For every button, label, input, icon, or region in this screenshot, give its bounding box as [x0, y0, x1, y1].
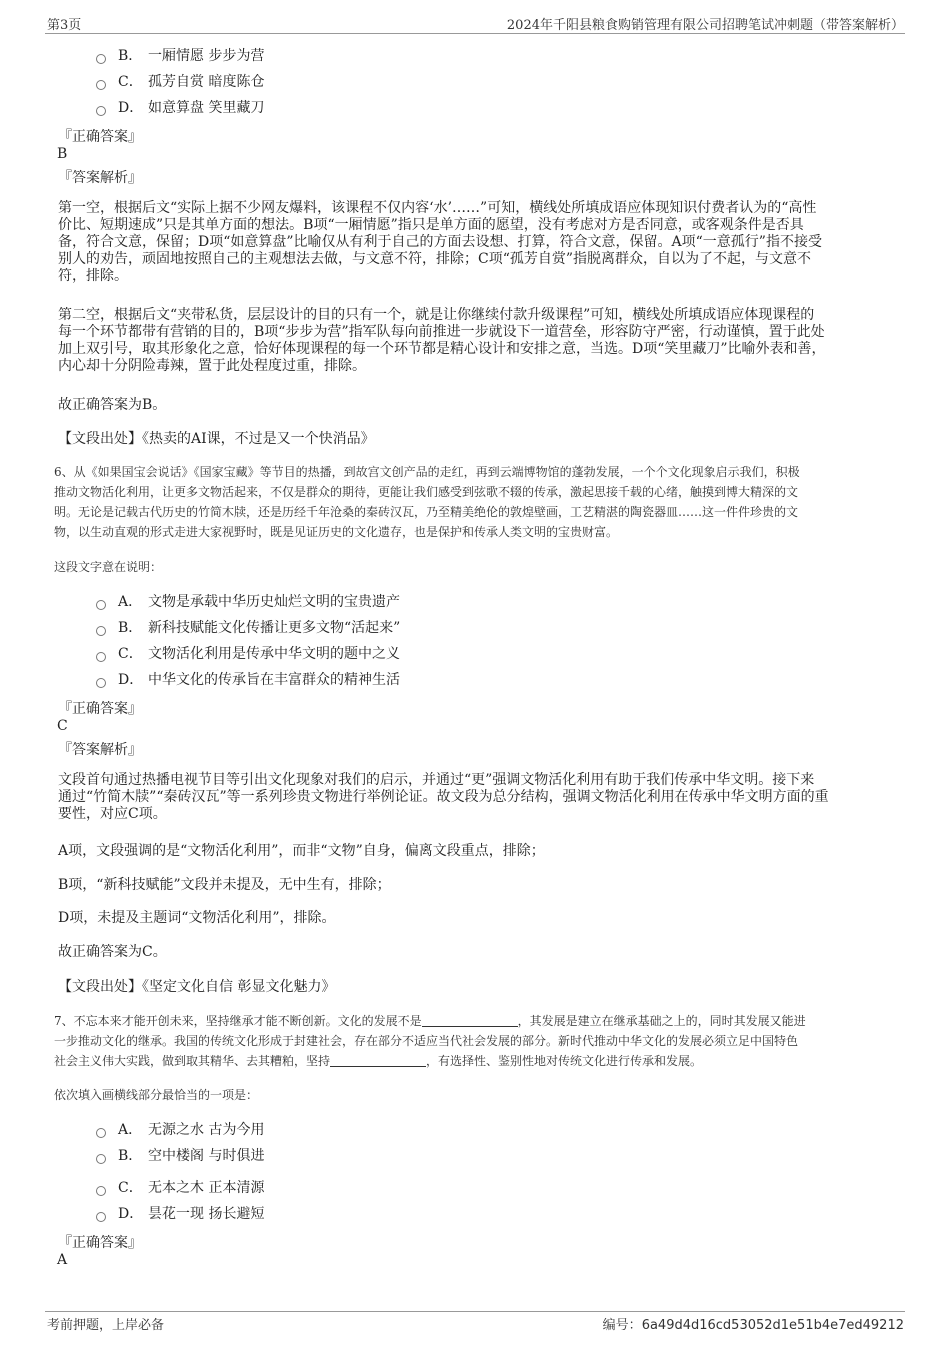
q7-answer: A [57, 1252, 68, 1268]
radio-icon[interactable] [96, 678, 106, 688]
q6-point-a: A项，文段强调的是“文物活化利用”，而非“文物”自身，偏离文段重点，排除； [58, 843, 545, 859]
document-title: 2024年千阳县粮食购销管理有限公司招聘笔试冲刺题（带答案解析） [506, 18, 904, 33]
q6-point-d: D项，未提及主题词“文物活化利用”，排除。 [58, 910, 336, 926]
page-number: 第3页 [47, 18, 82, 33]
radio-icon[interactable] [96, 1128, 106, 1138]
q7-option-b[interactable]: B． 空中楼阁 与时俱进 [96, 1146, 264, 1166]
q6-option-a[interactable]: A． 文物是承载中华历史灿烂文明的宝贵遗产 [96, 592, 400, 612]
q6-source: 【文段出处】《坚定文化自信 彰显文化魅力》 [58, 979, 336, 995]
q6-option-c[interactable]: C． 文物活化利用是传承中华文明的题中之义 [96, 644, 400, 664]
radio-icon[interactable] [96, 626, 106, 636]
q7-answer-label: 『正确答案』 [58, 1235, 142, 1251]
q6-conclusion: 故正确答案为C。 [58, 944, 167, 960]
q5-analysis-paragraph-2: 第二空，根据后文“夹带私货，层层设计的目的只有一个，就是让你继续付款升级课程”可知，横线处所填成语应体现课程的 每一个环节都带有营销的目的，B项“步步为营”指军队每向前推进一步就设下一道营垒，形容防守严密，行动谨慎，置于此处 加上双引号，取其形象化之意，恰好体现课程的每一个环节都是精心设计和安排之意，当选。D项“笑里藏刀”比喻外表和善， 内心却十分阴险毒辣，置于此处程度过重，排除。 [58, 307, 826, 374]
footer-divider [45, 1311, 905, 1312]
q5-analysis-paragraph-1: 第一空，根据后文“实际上据不少网友爆料，该课程不仅内容‘水’……”可知，横线处所填成语应体现知识付费者认为的“高性 价比、短期速成”只是其单方面的想法。B项“一厢情愿”指只是单方面的愿望，没有考虑对方是否同意，或客观条件是否具 备，符合文意，保留；D项“如意算盘”比喻仅从有利于自己的方面去设想、打算，符合文意，保留。A项“一意孤行”指不接受 别人的劝告，顽固地按照自己的主观想法去做，与文意不符，排除；C项“孤芳自赏”指脱离群众，自以为了不起，与文意不 符，排除。 [58, 200, 822, 284]
q6-option-b[interactable]: B． 新科技赋能文化传播让更多文物“活起来” [96, 618, 400, 638]
q6-point-b: B项，“新科技赋能”文段并未提及，无中生有，排除； [58, 877, 391, 893]
q6-analysis-label: 『答案解析』 [58, 742, 142, 758]
q7-option-a[interactable]: A． 无源之水 古为今用 [96, 1120, 264, 1140]
radio-icon[interactable] [96, 1212, 106, 1222]
q6-option-d[interactable]: D． 中华文化的传承旨在丰富群众的精神生活 [96, 670, 400, 690]
q7-option-c[interactable]: C． 无本之木 正本清源 [96, 1178, 264, 1198]
radio-icon[interactable] [96, 652, 106, 662]
header-divider [45, 33, 905, 34]
radio-icon[interactable] [96, 54, 106, 64]
q5-option-b[interactable]: B． 一厢情愿 步步为营 [96, 46, 264, 66]
q7-blank-2 [330, 1052, 426, 1067]
radio-icon[interactable] [96, 1186, 106, 1196]
q7-prompt: 依次填入画横线部分最恰当的一项是： [54, 1088, 259, 1102]
q5-source: 【文段出处】《热卖的AI课，不过是又一个快消品》 [58, 431, 375, 447]
q5-answer: B [57, 146, 68, 162]
q6-stem: 6、从《如果国宝会说话》《国家宝藏》等节目的热播，到故宫文创产品的走红，再到云端博物馆的蓬勃发展，一个个文化现象启示我们，积极 推动文物活化利用，让更多文物活起来，不仅是群众的期待，更能让我们感受到弦歌不辍的传承，激起思接千载的心绪，触摸到博大精深的文 明。无论是记载古代历史的竹简木牍，还是历经千年沧桑的秦砖汉瓦，乃至精美绝伦的敦煌壁画，工艺精湛的陶瓷器皿……这一件件珍贵的文 物，以生动直观的形式走进大家视野时，既是见证历史的文化遗存，也是保护和传承人类文明的宝贵财富。 [54, 465, 800, 539]
radio-icon[interactable] [96, 106, 106, 116]
radio-icon[interactable] [96, 80, 106, 90]
q7-stem: 7、不忘本来才能开创未来，坚持继承才能不断创新。文化的发展不是 ，其发展是建立在继承基础之上的，同时其发展又能进 一步推动文化的继承。我国的传统文化形成于封建社会，存在部分不适应当代社会发展的部分。新时代推动中华文化的发展必须立足中国特色 社会主义伟大实践，做到取其精华、去其糟粕，坚持 ，有选择性、鉴别性地对传统文化进行传承和发展。 [54, 1014, 806, 1068]
footer-slogan: 考前押题，上岸必备 [47, 1318, 165, 1333]
radio-icon[interactable] [96, 1154, 106, 1164]
q5-option-c[interactable]: C． 孤芳自赏 暗度陈仓 [96, 72, 264, 92]
q5-answer-label: 『正确答案』 [58, 129, 142, 145]
q6-analysis-paragraph: 文段首句通过热播电视节目等引出文化现象对我们的启示，并通过“更”强调文物活化利用有助于我们传承中华文明。接下来 通过“竹简木牍”“秦砖汉瓦”等一系列珍贵文物进行举例论证。故文段为总分结构，强调文物活化利用在传承中华文明方面的重 要性，对应C项。 [58, 772, 829, 822]
q5-conclusion: 故正确答案为B。 [58, 397, 167, 413]
q5-analysis-label: 『答案解析』 [58, 170, 142, 186]
radio-icon[interactable] [96, 600, 106, 610]
q7-option-d[interactable]: D． 昙花一现 扬长避短 [96, 1204, 264, 1224]
q6-answer: C [57, 718, 68, 734]
q7-blank-1 [422, 1012, 518, 1027]
q5-option-d[interactable]: D． 如意算盘 笑里藏刀 [96, 98, 264, 118]
footer-code: 编号：6a49d4d16cd53052d1e51b4e7ed49212 [602, 1318, 904, 1333]
q6-answer-label: 『正确答案』 [58, 701, 142, 717]
q6-prompt: 这段文字意在说明： [54, 560, 163, 574]
